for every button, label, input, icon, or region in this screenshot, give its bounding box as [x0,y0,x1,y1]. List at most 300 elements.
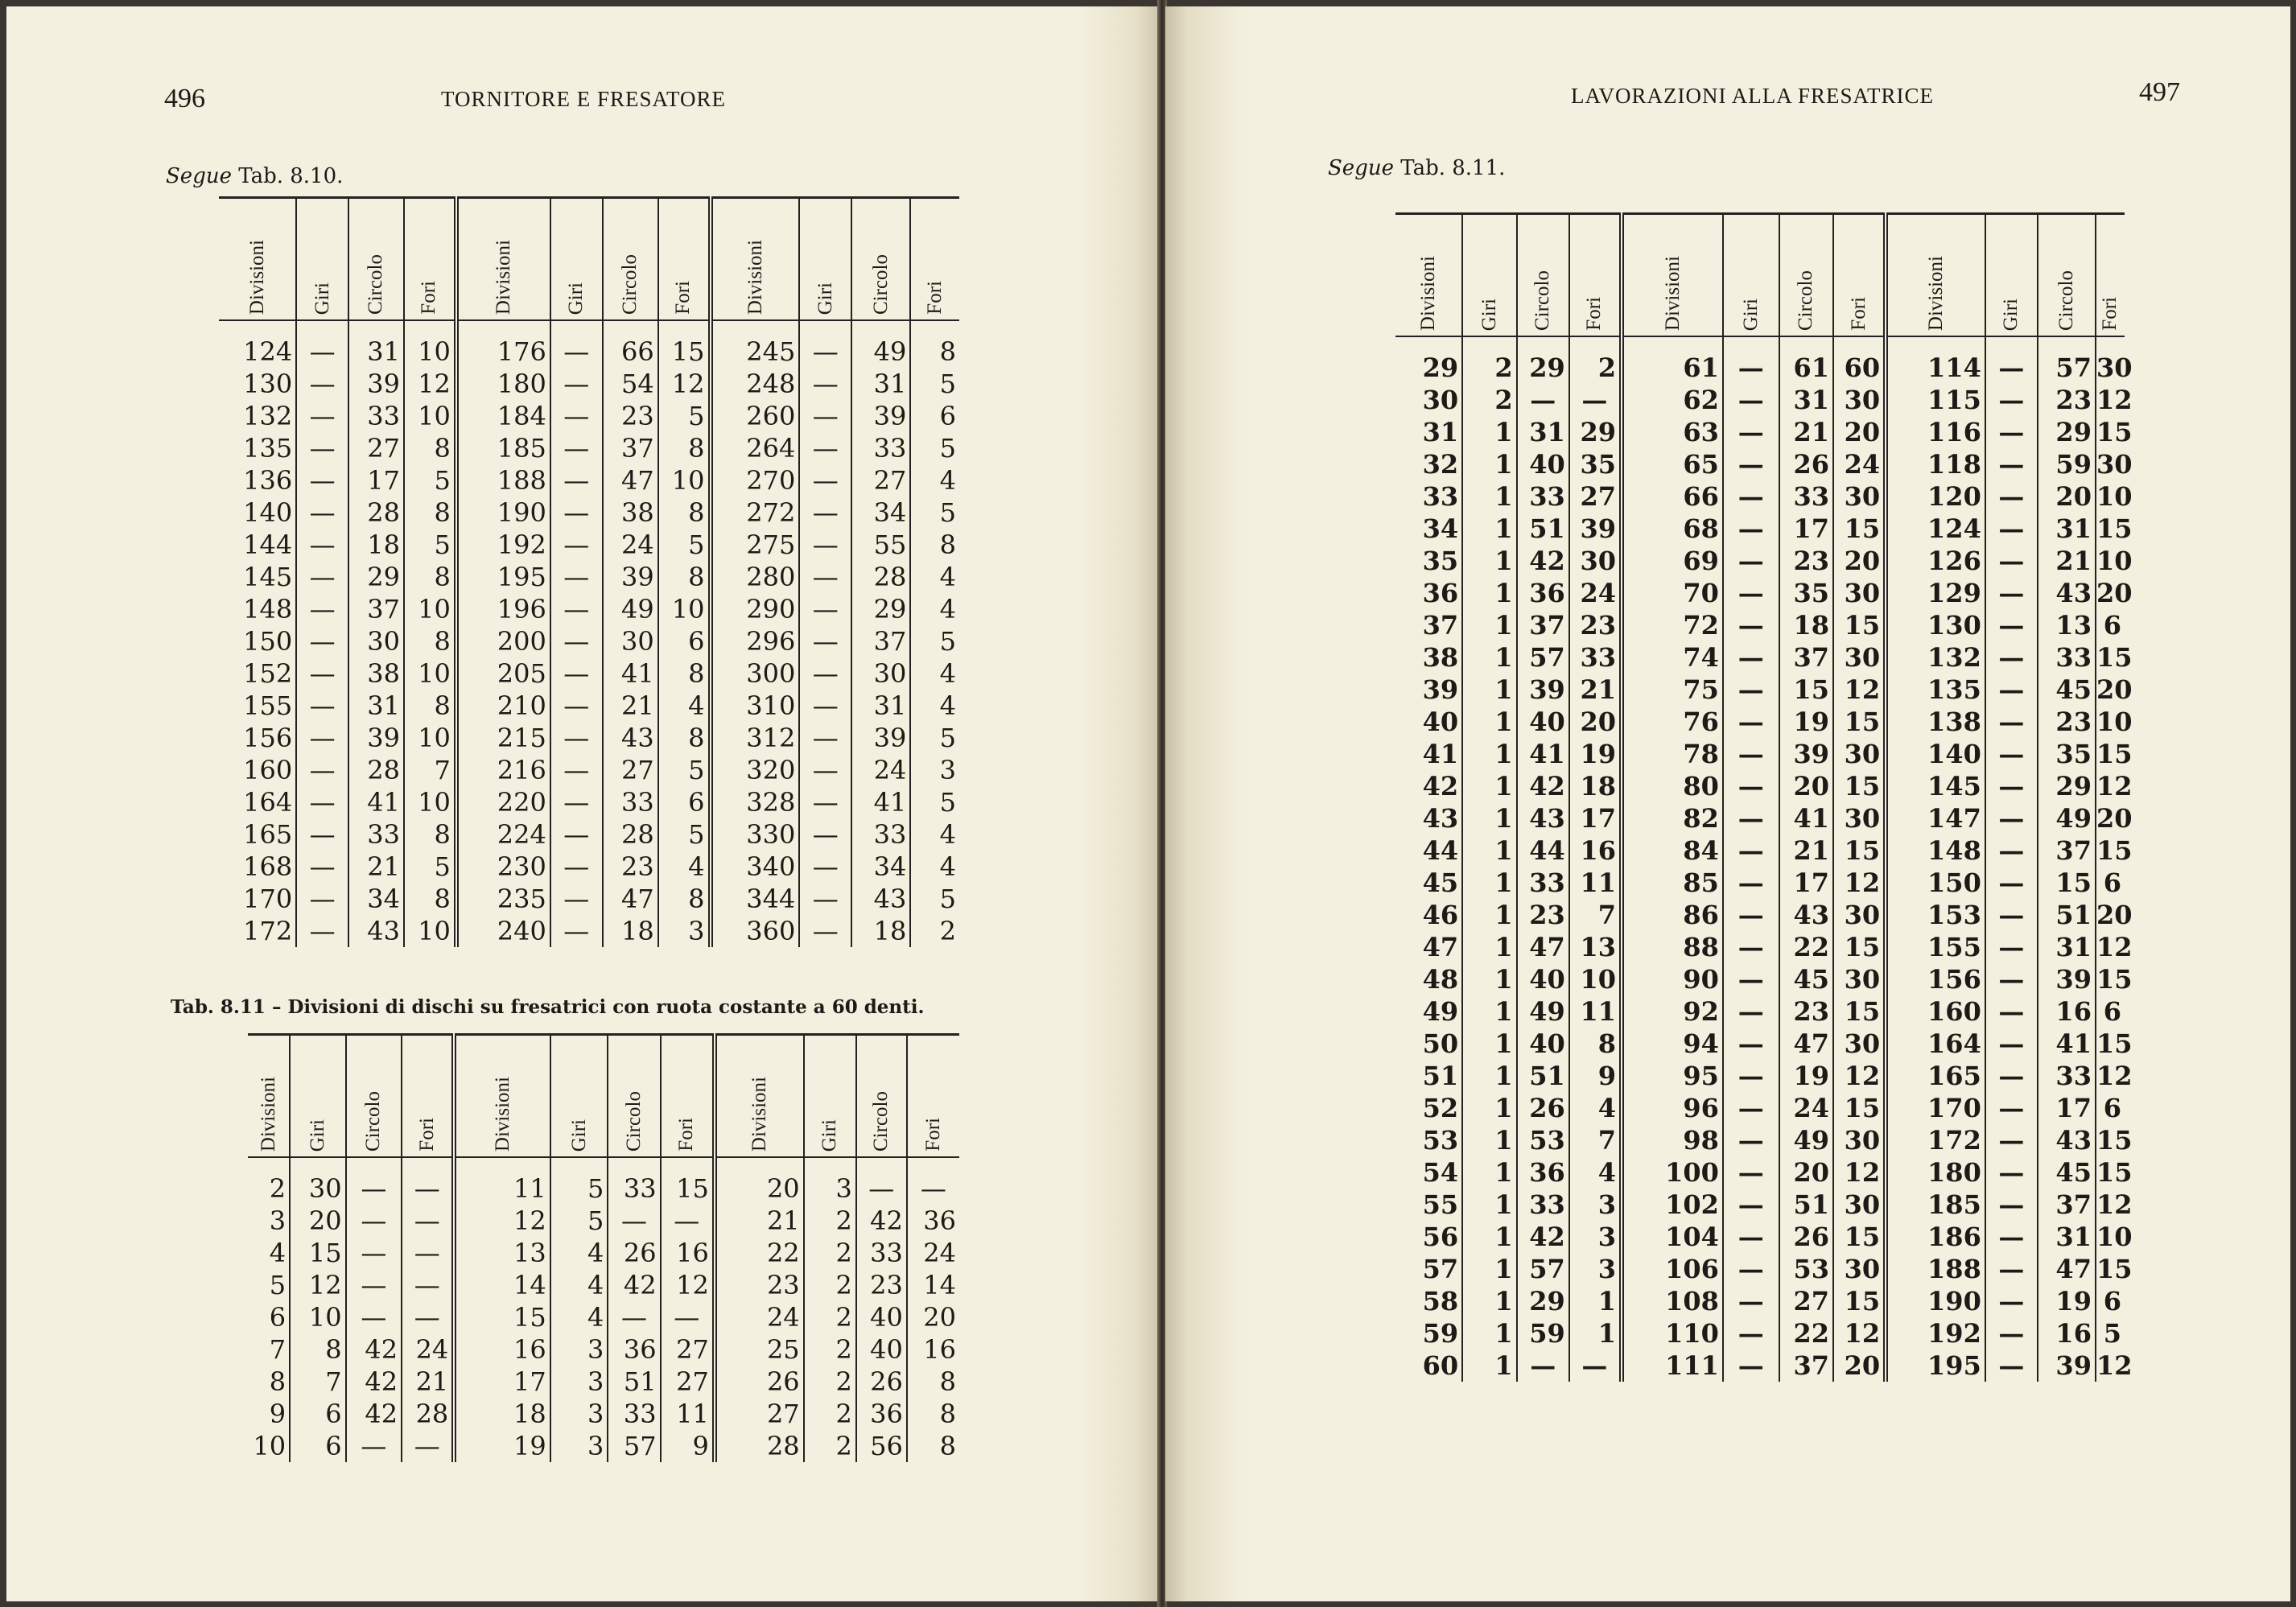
column-header-label: Fori [418,281,440,315]
table-cell-fori: 4 [910,464,959,497]
table-cell-fori: 20 [1833,416,1886,448]
table-cell-circolo: 15 [2038,867,2096,899]
table-cell-divisioni: 115 [1886,384,1985,416]
table-8-10-continued [219,196,959,947]
table-cell-giri: — [296,320,348,368]
table-cell-divisioni: 44 [1422,835,1459,866]
table-cell-fori: — [661,1205,715,1237]
table-row [219,786,959,818]
table-row [248,1366,959,1398]
table-cell-circolo: — [346,1237,402,1269]
table-cell-circolo: 16 [2038,995,2096,1028]
table-cell-fori: 5 [910,432,959,464]
table-cell-fori: 5 [658,818,711,851]
column-header-divisioni [219,198,296,321]
table-cell-giri: — [1723,609,1779,641]
table-cell-fori: 12 [661,1269,715,1301]
table-cell-fori: 30 [1833,1124,1886,1156]
table-cell-circolo: 28 [851,561,910,593]
table-cell-divisioni: 2 [269,1173,286,1204]
caption-prefix: Segue [166,164,232,188]
table-cell-divisioni: 86 [1622,899,1723,931]
table-cell-divisioni: 235 [456,883,550,915]
table-cell-circolo: 42 [1517,1221,1569,1253]
table-cell-divisioni: 132 [1886,641,1985,674]
table-cell-fori: 12 [2096,1350,2133,1381]
table-cell-circolo: 23 [603,400,658,432]
table-cell-giri: 6 [290,1398,346,1430]
table-cell-divisioni: 104 [1622,1221,1723,1253]
table-cell-circolo: 40 [856,1333,907,1366]
table-cell-giri: — [1985,738,2038,770]
column-header-label: Giri [814,282,836,315]
table-cell-giri: — [1985,1156,2038,1189]
table-cell-divisioni: 196 [456,593,550,625]
table-cell-fori: 14 [907,1269,959,1301]
table-cell-divisioni: 130 [1886,609,1985,641]
table-row [219,432,959,464]
column-header-fori [402,1035,454,1158]
table-cell-fori: — [907,1157,959,1205]
table-cell-fori: 16 [1569,834,1622,867]
table-cell-fori: 15 [1833,931,1886,963]
table-cell-giri: — [550,786,603,818]
table-row [1395,1028,2125,1060]
table-cell-fori: 15 [2096,513,2133,544]
table-8-11-title: Tab. 8.11 – Divisioni di dischi su fresatrici con ruota costante a 60 denti. [171,996,925,1018]
table-cell-fori: 8 [658,657,711,690]
table-cell-giri: 1 [1462,448,1516,480]
table-cell-divisioni: 34 [1422,513,1459,544]
table-row [248,1301,959,1333]
running-head: LAVORAZIONI ALLA FRESATRICE [1571,84,1935,108]
table-cell-giri: 3 [804,1157,856,1205]
table-cell-divisioni: 41 [1422,739,1459,769]
table-cell-fori: 12 [1833,1317,1886,1349]
column-header-label: Divisioni [245,239,268,315]
table-cell-divisioni: 111 [1622,1349,1723,1382]
table-row [1395,384,2125,416]
table-cell-divisioni: 16 [454,1333,550,1366]
table-row [219,851,959,883]
table-cell-divisioni: 195 [1886,1349,1985,1382]
table-cell-divisioni: 170 [1886,1092,1985,1124]
table-cell-circolo: 59 [1517,1317,1569,1349]
table-cell-fori: 3 [1569,1189,1622,1221]
table-cell-giri: — [296,754,348,786]
table-cell-circolo: 27 [348,432,404,464]
table-cell-divisioni: 192 [1886,1317,1985,1349]
table-cell-fori: 7 [1569,899,1622,931]
table-cell-divisioni: 184 [456,400,550,432]
table-cell-giri: — [1985,336,2038,384]
table-cell-fori: 11 [1569,867,1622,899]
column-header-giri [799,198,851,321]
table-cell-divisioni: 153 [1886,899,1985,931]
table-row [219,722,959,754]
table-cell-divisioni: 45 [1422,867,1459,898]
table-cell-divisioni: 80 [1622,770,1723,802]
column-header-divisioni [1622,214,1723,337]
table-cell-fori: 6 [658,625,711,657]
table-cell-circolo: 38 [603,497,658,529]
table-cell-circolo: 23 [1779,545,1833,577]
table-cell-giri: — [296,625,348,657]
table-cell-divisioni: 145 [1886,770,1985,802]
table-cell-divisioni: 61 [1622,336,1723,384]
table-cell-giri: 1 [1462,1317,1516,1349]
table-cell-circolo: 26 [1779,448,1833,480]
table-cell-giri: — [799,690,851,722]
table-cell-divisioni: 25 [715,1333,804,1366]
table-cell-fori: 6 [910,400,959,432]
table-cell-circolo: 18 [1779,609,1833,641]
column-header-circolo [603,198,658,321]
table-cell-fori: 6 [2096,867,2125,899]
column-header-label: Giri [311,282,333,315]
table-cell-divisioni: 195 [456,561,550,593]
table-cell-circolo: 18 [851,915,910,947]
column-header-divisioni [248,1035,290,1158]
table-cell-fori: — [1569,384,1622,416]
table-cell-divisioni: 116 [1886,416,1985,448]
table-cell-divisioni: 188 [456,464,550,497]
table-cell-circolo: 42 [346,1398,402,1430]
table-cell-giri: — [799,368,851,400]
table-cell-giri: 2 [804,1333,856,1366]
table-cell-circolo: 20 [1779,1156,1833,1189]
table-cell-divisioni: 19 [454,1430,550,1462]
table-row [1395,931,2125,963]
table-cell-divisioni: 330 [711,818,800,851]
table-cell-circolo: 28 [348,497,404,529]
table-cell-fori: — [402,1237,454,1269]
table-cell-fori: 10 [404,593,456,625]
table-cell-fori: 15 [2096,417,2133,447]
table-cell-giri: — [550,464,603,497]
table-row [1395,995,2125,1028]
table-cell-fori: 4 [1569,1156,1622,1189]
table-cell-circolo: 15 [1779,674,1833,706]
table-cell-fori: 9 [661,1430,715,1462]
table-cell-divisioni: 328 [711,786,800,818]
table-cell-giri: — [799,915,851,947]
table-cell-circolo: — [1517,1349,1569,1382]
table-cell-fori: 7 [1569,1124,1622,1156]
table-row [219,818,959,851]
table-row [248,1157,959,1205]
table-cell-circolo: 36 [856,1398,907,1430]
column-header-label: Circolo [2055,270,2077,331]
table-cell-fori: 4 [658,690,711,722]
table-cell-giri: — [1985,480,2038,513]
table-cell-circolo: 31 [851,690,910,722]
table-cell-fori: 60 [1833,336,1886,384]
table-row [248,1333,959,1366]
table-cell-circolo: 49 [851,320,910,368]
table-cell-circolo: 47 [603,883,658,915]
table-cell-fori: — [1569,1349,1622,1382]
table-cell-circolo: 17 [348,464,404,497]
table-cell-giri: 1 [1462,963,1516,995]
table-cell-giri: — [296,464,348,497]
table-cell-fori: 2 [910,915,959,947]
table-cell-divisioni: 340 [711,851,800,883]
table-cell-divisioni: 95 [1622,1060,1723,1092]
table-cell-giri: — [1985,674,2038,706]
table-cell-giri: — [1985,834,2038,867]
table-cell-circolo: 39 [348,722,404,754]
column-header-label: Circolo [365,254,387,315]
table-cell-giri: 2 [804,1205,856,1237]
table-cell-fori: 5 [404,464,456,497]
table-row [219,464,959,497]
column-header-label: Circolo [362,1091,385,1152]
table-cell-giri: 1 [1462,1156,1516,1189]
column-header-divisioni [1395,214,1462,337]
table-cell-divisioni: 3 [269,1205,286,1236]
table-cell-circolo: 42 [346,1366,402,1398]
table-cell-circolo: 31 [1517,416,1569,448]
column-header-circolo [851,198,910,321]
table-cell-circolo: 35 [1779,577,1833,609]
table-cell-giri: 2 [804,1237,856,1269]
table-cell-divisioni: 164 [243,787,293,818]
table-cell-giri: 1 [1462,770,1516,802]
column-header-label: Giri [567,1119,590,1152]
table-cell-divisioni: 148 [1886,834,1985,867]
column-header-fori [2096,214,2125,337]
table-row [1395,1253,2125,1285]
table-cell-fori: 8 [910,320,959,368]
column-header-giri [1723,214,1779,337]
table-cell-divisioni: 188 [1886,1253,1985,1285]
table-cell-circolo: 39 [851,722,910,754]
table-cell-divisioni: 28 [715,1430,804,1462]
table-cell-giri: 1 [1462,1189,1516,1221]
table-cell-giri: — [550,851,603,883]
table-cell-fori: 8 [404,818,456,851]
table-cell-giri: — [550,400,603,432]
table-cell-fori: 3 [658,915,711,947]
table-cell-fori: 30 [1833,577,1886,609]
table-cell-giri: — [296,818,348,851]
table-cell-circolo: 23 [2038,706,2096,738]
table-cell-giri: — [1985,770,2038,802]
table-cell-divisioni: 245 [711,320,800,368]
table-cell-circolo: 26 [608,1237,660,1269]
table-cell-giri: 1 [1462,706,1516,738]
table-cell-fori: 29 [1569,416,1622,448]
table-cell-divisioni: 310 [711,690,800,722]
column-header-label: Giri [306,1119,328,1152]
table-cell-divisioni: 126 [1886,545,1985,577]
table-cell-giri: — [1985,1317,2038,1349]
table-cell-circolo: 40 [1517,963,1569,995]
table-cell-giri: 7 [290,1366,346,1398]
table-cell-giri: — [550,432,603,464]
table-cell-fori: 12 [2096,385,2133,415]
table-cell-fori: 20 [2096,900,2133,930]
table-cell-divisioni: 230 [456,851,550,883]
column-header-divisioni [1886,214,1985,337]
column-header-fori [658,198,711,321]
table-row [1395,448,2125,480]
table-cell-divisioni: 4 [269,1238,286,1268]
table-cell-divisioni: 62 [1622,384,1723,416]
table-cell-divisioni: 51 [1422,1061,1459,1091]
table-cell-fori: 11 [1569,995,1622,1028]
table-cell-divisioni: 124 [1886,513,1985,545]
table-cell-giri: — [296,657,348,690]
table-cell-giri: — [1723,995,1779,1028]
table-cell-fori: 15 [1833,1285,1886,1317]
table-cell-giri: — [1985,448,2038,480]
table-row [1395,609,2125,641]
table-cell-divisioni: 155 [1886,931,1985,963]
table-cell-giri: — [1723,545,1779,577]
table-cell-fori: 15 [2096,964,2133,995]
table-cell-fori: 4 [910,593,959,625]
table-cell-divisioni: 56 [1422,1222,1459,1252]
table-cell-circolo: 18 [603,915,658,947]
table-cell-fori: 8 [658,722,711,754]
table-cell-fori: 17 [1569,802,1622,834]
table-cell-giri: — [1723,899,1779,931]
table-cell-giri: — [296,529,348,561]
table-cell-divisioni: 215 [456,722,550,754]
table-cell-circolo: 31 [851,368,910,400]
table-row [219,690,959,722]
table-cell-giri: 1 [1462,899,1516,931]
table-cell-divisioni: 180 [456,368,550,400]
table-cell-fori: 5 [404,529,456,561]
table-cell-divisioni: 172 [1886,1124,1985,1156]
table-cell-circolo: 61 [1779,336,1833,384]
table-cell-circolo: 17 [2038,1092,2096,1124]
table-cell-divisioni: 180 [1886,1156,1985,1189]
table-cell-giri: — [1985,1349,2038,1382]
table-cell-divisioni: 70 [1622,577,1723,609]
table-cell-circolo: 16 [2038,1317,2096,1349]
table-cell-circolo: 34 [851,497,910,529]
column-header-giri [550,1035,608,1158]
table-cell-giri: 1 [1462,834,1516,867]
table-cell-divisioni: 24 [715,1301,804,1333]
table-cell-giri: — [1985,1221,2038,1253]
table-cell-fori: 16 [661,1237,715,1269]
table-cell-circolo: 23 [2038,384,2096,416]
table-cell-divisioni: 138 [1886,706,1985,738]
table-cell-giri: — [1723,770,1779,802]
table-cell-divisioni: 48 [1422,964,1459,995]
table-cell-giri: — [799,320,851,368]
table-cell-giri: 1 [1462,513,1516,545]
table-cell-circolo: 41 [851,786,910,818]
table-cell-divisioni: 172 [243,916,293,946]
table-cell-circolo: 42 [1517,545,1569,577]
table-cell-divisioni: 53 [1422,1125,1459,1156]
column-header-fori [1833,214,1886,337]
table-cell-fori: 15 [1833,513,1886,545]
table-cell-divisioni: 165 [243,819,293,850]
table-cell-giri: — [799,400,851,432]
table-row [1395,1189,2125,1221]
table-cell-fori: 8 [658,883,711,915]
table-cell-circolo: — [1517,384,1569,416]
table-cell-fori: 12 [2096,1189,2133,1220]
table-cell-divisioni: 94 [1622,1028,1723,1060]
table-cell-divisioni: 29 [1422,352,1459,383]
table-cell-giri: 1 [1462,609,1516,641]
table-cell-fori: 15 [2096,1125,2133,1156]
table-cell-fori: 15 [2096,1157,2133,1188]
table-row [248,1398,959,1430]
column-header-circolo [348,198,404,321]
table-cell-giri: 6 [290,1430,346,1462]
table-cell-giri: — [550,497,603,529]
table-cell-divisioni: 15 [454,1301,550,1333]
table-cell-giri: 4 [550,1301,608,1333]
table-cell-divisioni: 129 [1886,577,1985,609]
table-cell-fori: — [402,1269,454,1301]
table-cell-circolo: 49 [603,593,658,625]
table-cell-circolo: 23 [856,1269,907,1301]
table-cell-circolo: 33 [603,786,658,818]
column-header-label: Circolo [1795,270,1817,331]
table-cell-giri: — [550,883,603,915]
table-cell-fori: 15 [1833,609,1886,641]
table-cell-circolo: 33 [1517,867,1569,899]
table-cell-circolo: 39 [348,368,404,400]
right-page [1165,6,2290,1601]
table-cell-giri: — [1723,513,1779,545]
table-cell-giri: — [1723,1317,1779,1349]
table-cell-giri: — [1985,513,2038,545]
column-header-label: Divisioni [1925,255,1947,331]
table-cell-giri: — [550,529,603,561]
table-cell-fori: 15 [658,320,711,368]
table-cell-giri: — [1985,899,2038,931]
table-cell-giri: 1 [1462,1253,1516,1285]
table-cell-circolo: 51 [2038,899,2096,931]
caption-table-ref: Tab. 8.10. [238,164,344,188]
table-cell-fori: 15 [1833,1221,1886,1253]
table-cell-fori: 20 [2096,674,2133,705]
table-cell-circolo: 33 [856,1237,907,1269]
table-cell-circolo: 37 [1779,641,1833,674]
table-cell-circolo: 43 [851,883,910,915]
table-cell-circolo: 49 [1779,1124,1833,1156]
table-cell-giri: — [1985,1285,2038,1317]
table-cell-fori: 5 [658,754,711,786]
table-cell-fori: 15 [2096,739,2133,769]
table-cell-divisioni: 72 [1622,609,1723,641]
table-cell-circolo: 22 [1779,1317,1833,1349]
table-cell-divisioni: 92 [1622,995,1723,1028]
table-cell-divisioni: 9 [269,1399,286,1429]
table-row [1395,706,2125,738]
table-cell-fori: 30 [1833,641,1886,674]
table-cell-giri: — [296,883,348,915]
table-cell-fori: 28 [402,1398,454,1430]
table-cell-giri: 2 [804,1301,856,1333]
table-cell-fori: 16 [907,1333,959,1366]
table-cell-circolo: 57 [2038,336,2096,384]
table-row [1395,577,2125,609]
table-cell-circolo: 39 [1779,738,1833,770]
table-row [1395,336,2125,384]
